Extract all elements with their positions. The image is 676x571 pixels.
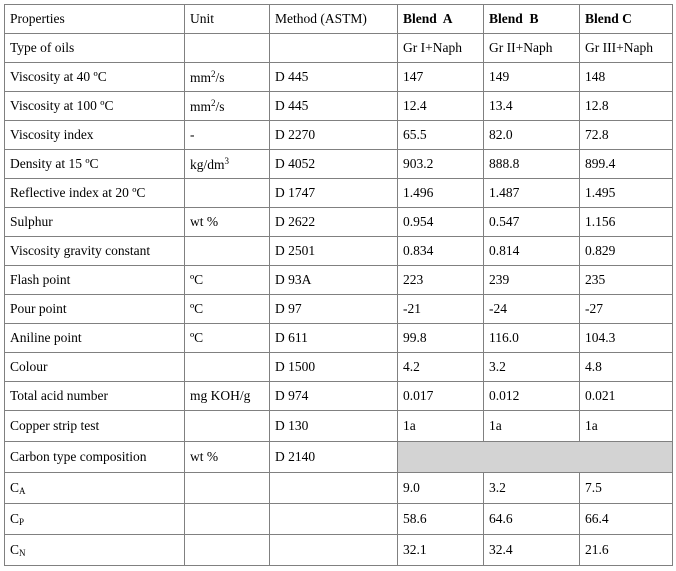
property-cell: Viscosity at 100 ºC	[5, 92, 185, 121]
unit-cell: ºC	[185, 266, 270, 295]
unit-cell: mg KOH/g	[185, 382, 270, 411]
unit-cell	[185, 237, 270, 266]
method-cell: D 4052	[270, 150, 398, 179]
method-cell: D 445	[270, 92, 398, 121]
header-blend-b: Blend B	[484, 5, 580, 34]
blend-b-cell: 32.4	[484, 535, 580, 566]
carbon-base: C	[10, 542, 20, 557]
carbon-sub: P	[19, 517, 25, 527]
blend-b-cell: 239	[484, 266, 580, 295]
property-cell: Carbon type composition	[5, 442, 185, 473]
property-cell	[5, 473, 185, 504]
unit-cell	[185, 504, 270, 535]
blend-c-cell: 1.495	[580, 179, 673, 208]
unit-cell	[185, 34, 270, 63]
table-row	[5, 34, 673, 63]
blend-b-cell: 3.2	[484, 353, 580, 382]
method-cell: D 2501	[270, 237, 398, 266]
method-cell: D 93A	[270, 266, 398, 295]
property-cell: Reflective index at 20 ºC	[5, 179, 185, 208]
properties-table	[4, 4, 673, 566]
header-blend-c: Blend C	[580, 5, 673, 34]
property-cell	[5, 504, 185, 535]
blend-b-cell: 13.4	[484, 92, 580, 121]
method-cell	[270, 535, 398, 566]
blend-c-cell: 899.4	[580, 150, 673, 179]
blend-c-cell: 12.8	[580, 92, 673, 121]
method-cell: D 2270	[270, 121, 398, 150]
blend-a-cell: 99.8	[398, 324, 484, 353]
method-cell: D 445	[270, 63, 398, 92]
unit-cell: $kg/dm^3$	[185, 150, 270, 179]
method-cell: D 611	[270, 324, 398, 353]
table-row	[5, 237, 673, 266]
property-cell: Viscosity index	[5, 121, 185, 150]
header-method: Method (ASTM)	[270, 5, 398, 34]
table-row	[5, 179, 673, 208]
carbon-sub: N	[19, 548, 26, 558]
unit-cell: $mm^2/s$	[185, 63, 270, 92]
method-cell: D 1500	[270, 353, 398, 382]
unit-cell: ºC	[185, 295, 270, 324]
unit-cell: wt %	[185, 442, 270, 473]
header-properties: Properties	[5, 5, 185, 34]
blend-c-cell: 1.156	[580, 208, 673, 237]
unit-cell: -	[185, 121, 270, 150]
blend-a-cell: 223	[398, 266, 484, 295]
carbon-base: C	[10, 480, 20, 495]
method-cell: D 1747	[270, 179, 398, 208]
header-unit: Unit	[185, 5, 270, 34]
shaded-cell	[398, 442, 673, 473]
unit-cell	[185, 179, 270, 208]
table-row	[5, 208, 673, 237]
method-cell	[270, 473, 398, 504]
blend-c-cell: -27	[580, 295, 673, 324]
blend-a-cell: 147	[398, 63, 484, 92]
blend-b-cell: 1a	[484, 411, 580, 442]
table-row	[5, 150, 673, 179]
table-row	[5, 121, 673, 150]
property-cell: Aniline point	[5, 324, 185, 353]
blend-b-cell: 1.487	[484, 179, 580, 208]
blend-c-cell: 0.021	[580, 382, 673, 411]
table-row	[5, 295, 673, 324]
blend-b-cell: 0.012	[484, 382, 580, 411]
blend-a-cell: -21	[398, 295, 484, 324]
method-cell	[270, 34, 398, 63]
table-row	[5, 266, 673, 295]
blend-a-cell: 0.954	[398, 208, 484, 237]
carbon-sub: A	[19, 486, 26, 496]
blend-a-cell: 1a	[398, 411, 484, 442]
property-cell: Viscosity at 40 ºC	[5, 63, 185, 92]
table-body	[5, 5, 673, 566]
table-row	[5, 535, 673, 566]
table-row	[5, 473, 673, 504]
blend-a-cell: 0.017	[398, 382, 484, 411]
blend-b-cell: 149	[484, 63, 580, 92]
table-row	[5, 382, 673, 411]
table-row	[5, 63, 673, 92]
blend-b-cell: 888.8	[484, 150, 580, 179]
property-cell: Pour point	[5, 295, 185, 324]
unit-cell	[185, 411, 270, 442]
header-row	[5, 5, 673, 34]
carbon-base: C	[10, 511, 20, 526]
blend-a-cell: 32.1	[398, 535, 484, 566]
property-cell: Density at 15 ºC	[5, 150, 185, 179]
method-cell: D 2140	[270, 442, 398, 473]
property-cell: Copper strip test	[5, 411, 185, 442]
blend-c-cell: 4.8	[580, 353, 673, 382]
blend-b-cell: Gr II+Naph	[484, 34, 580, 63]
table-row	[5, 92, 673, 121]
blend-b-cell: 116.0	[484, 324, 580, 353]
blend-a-cell: 65.5	[398, 121, 484, 150]
blend-c-cell: Gr III+Naph	[580, 34, 673, 63]
blend-c-cell: 66.4	[580, 504, 673, 535]
blend-b-cell: 3.2	[484, 473, 580, 504]
blend-a-cell: Gr I+Naph	[398, 34, 484, 63]
blend-b-cell: 0.547	[484, 208, 580, 237]
property-cell: Type of oils	[5, 34, 185, 63]
property-cell	[5, 535, 185, 566]
blend-a-cell: 4.2	[398, 353, 484, 382]
blend-b-cell: 0.814	[484, 237, 580, 266]
unit-cell	[185, 473, 270, 504]
table-row	[5, 324, 673, 353]
unit-cell: ºC	[185, 324, 270, 353]
blend-a-cell: 1.496	[398, 179, 484, 208]
blend-c-cell: 104.3	[580, 324, 673, 353]
property-cell: Sulphur	[5, 208, 185, 237]
unit-cell: wt %	[185, 208, 270, 237]
blend-b-cell: -24	[484, 295, 580, 324]
method-cell: D 130	[270, 411, 398, 442]
blend-a-cell: 0.834	[398, 237, 484, 266]
blend-a-cell: 12.4	[398, 92, 484, 121]
blend-a-cell: 58.6	[398, 504, 484, 535]
unit-cell	[185, 353, 270, 382]
blend-a-cell: 9.0	[398, 473, 484, 504]
method-cell	[270, 504, 398, 535]
table-row	[5, 353, 673, 382]
blend-c-cell: 148	[580, 63, 673, 92]
method-cell: D 97	[270, 295, 398, 324]
blend-c-cell: 0.829	[580, 237, 673, 266]
blend-c-cell: 7.5	[580, 473, 673, 504]
blend-c-cell: 1a	[580, 411, 673, 442]
blend-a-cell: 903.2	[398, 150, 484, 179]
property-cell: Total acid number	[5, 382, 185, 411]
method-cell: D 2622	[270, 208, 398, 237]
blend-c-cell: 235	[580, 266, 673, 295]
blend-b-cell: 64.6	[484, 504, 580, 535]
carbon-type-row	[5, 442, 673, 473]
method-cell: D 974	[270, 382, 398, 411]
header-blend-a: Blend A	[398, 5, 484, 34]
blend-b-cell: 82.0	[484, 121, 580, 150]
table-row	[5, 411, 673, 442]
unit-cell	[185, 535, 270, 566]
property-cell: Flash point	[5, 266, 185, 295]
property-cell: Viscosity gravity constant	[5, 237, 185, 266]
unit-cell: $mm^2/s$	[185, 92, 270, 121]
table-row	[5, 504, 673, 535]
property-cell: Colour	[5, 353, 185, 382]
blend-c-cell: 72.8	[580, 121, 673, 150]
blend-c-cell: 21.6	[580, 535, 673, 566]
